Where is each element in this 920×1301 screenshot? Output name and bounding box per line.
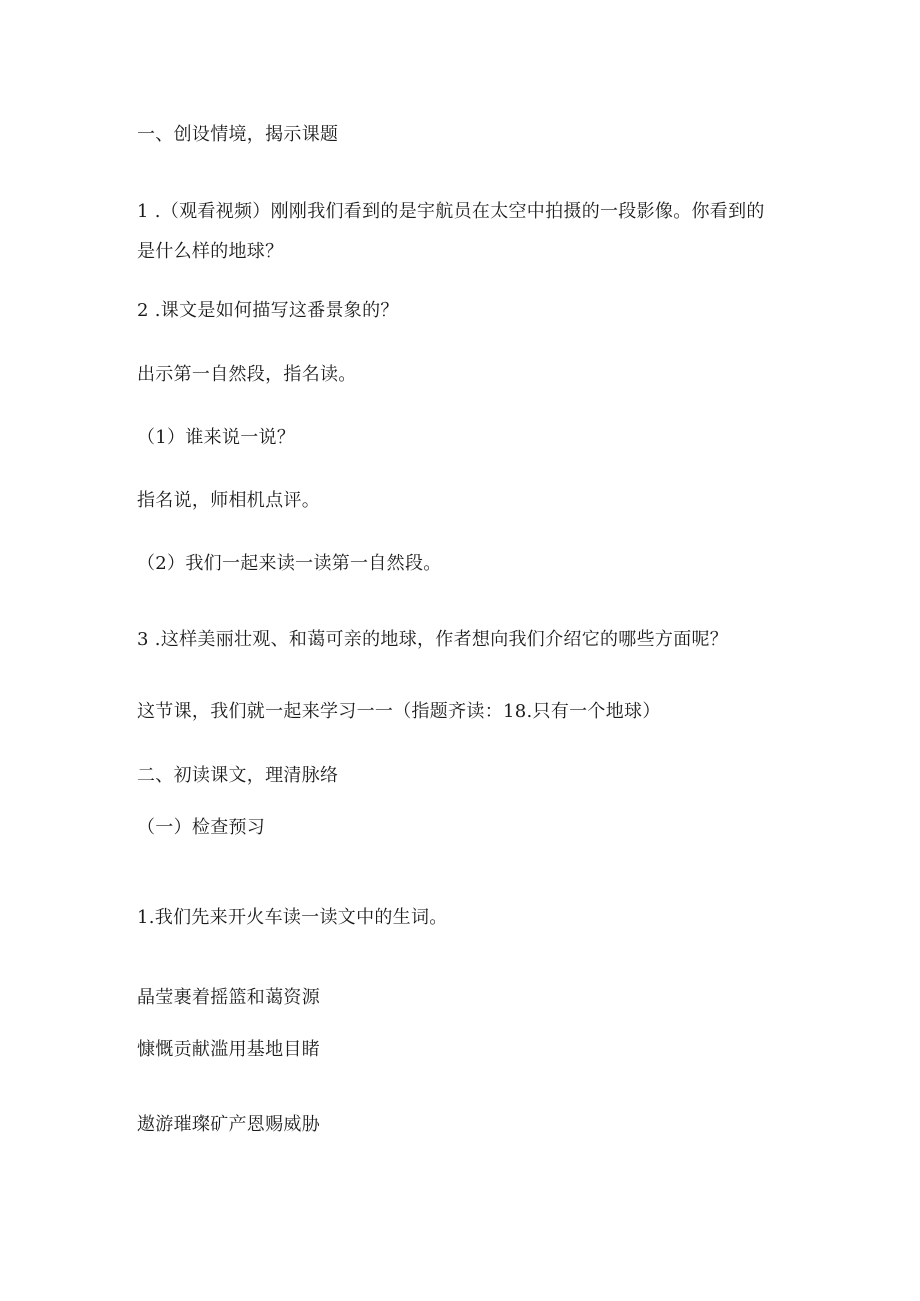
section-heading-2: 二、初读课文，理清脉络: [137, 765, 339, 786]
paragraph-4: （1）谁来说一说？: [137, 427, 296, 448]
paragraph-2: 2 .课文是如何描写这番景象的？: [137, 300, 399, 321]
paragraph-5: 指名说，师相机点评。: [137, 490, 320, 511]
vocabulary-row-3: 遨游璀璨矿产恩赐威胁: [137, 1114, 320, 1135]
paragraph-7: 3 .这样美丽壮观、和蔼可亲的地球，作者想向我们介绍它的哪些方面呢？: [137, 629, 729, 650]
subsection-heading: （一）检查预习: [137, 817, 266, 838]
section-heading-1: 一、创设情境，揭示课题: [137, 124, 339, 145]
vocabulary-row-1: 晶莹裹着摇篮和蔼资源: [137, 987, 320, 1008]
paragraph-1: 1 .（观看视频）刚刚我们看到的是宇航员在太空中拍摄的一段影像。你看到的是什么样的地球？: [137, 201, 765, 262]
paragraph-6: （2）我们一起来读一读第一自然段。: [137, 553, 442, 574]
vocabulary-row-2: 慷慨贡献滥用基地目睹: [137, 1039, 320, 1060]
paragraph-9: 1.我们先来开火车读一读文中的生词。: [137, 907, 448, 928]
paragraph-3: 出示第一自然段，指名读。: [137, 364, 357, 385]
paragraph-8: 这节课，我们就一起来学习一一（指题齐读：18.只有一个地球）: [137, 701, 661, 722]
